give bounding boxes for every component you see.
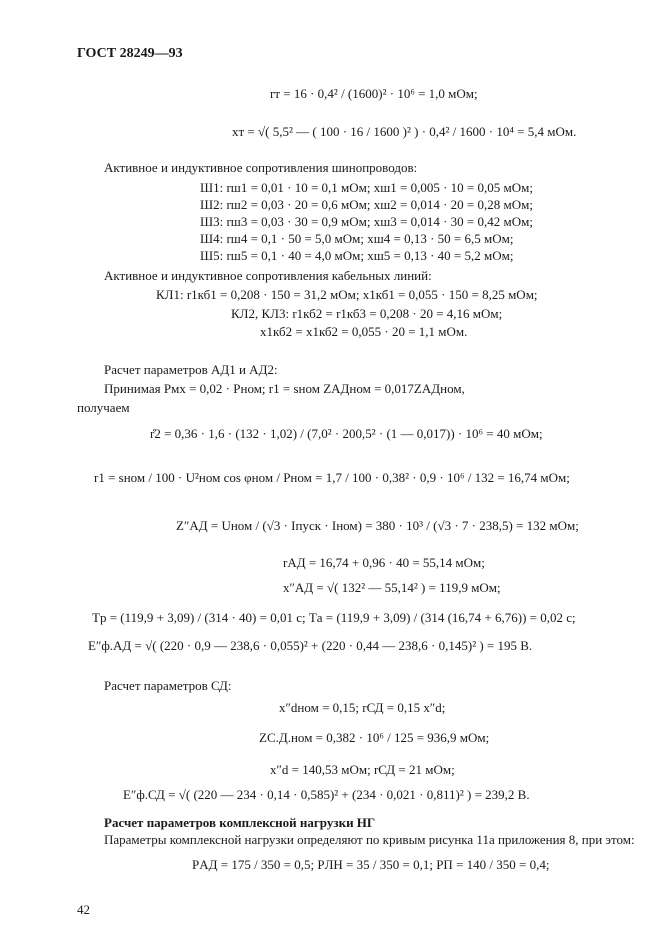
cable-heading: Активное и индуктивное сопротивления кабельных линий: — [104, 268, 432, 283]
ad-equation: rАД = 16,74 + 0,96 · 40 = 55,14 мОм; — [283, 555, 485, 570]
busbar-line: Ш3: rш3 = 0,03 · 30 = 0,9 мОм; xш3 = 0,014 · 30 = 0,42 мОм; — [200, 214, 533, 229]
ad-get-text: получаем — [77, 400, 130, 415]
sd-equation: x″dном = 0,15; rСД = 0,15 x″d; — [279, 700, 446, 715]
sd-equation: ZС.Д.ном = 0,382 · 10⁶ / 125 = 936,9 мОм; — [259, 730, 490, 745]
busbar-line: Ш5: rш5 = 0,1 · 40 = 4,0 мОм; xш5 = 0,13 · 40 = 5,2 мОм; — [200, 248, 514, 263]
busbar-line: Ш4: rш4 = 0,1 · 50 = 5,0 мОм; xш4 = 0,13 · 50 = 6,5 мОм; — [200, 231, 514, 246]
sd-equation: E″ф.СД = √( (220 — 234 · 0,14 · 0,585)² + (234 · 0,021 · 0,811)² ) = 239,2 В. — [123, 787, 530, 802]
ad-equation: r̊2 = 0,36 · 1,6 · (132 · 1,02) / (7,0² · 200,5² · (1 — 0,017)) · 10⁶ = 40 мОм; — [150, 426, 543, 441]
ad-equation: E″ф.АД = √( (220 · 0,9 — 238,6 · 0,055)² + (220 · 0,44 — 238,6 · 0,145)² ) = 195 В. — [88, 638, 533, 653]
cable-line: КЛ2, КЛ3: r1кб2 = r1кб3 = 0,208 · 20 = 4,16 мОм; — [231, 306, 503, 321]
load-heading: Расчет параметров комплексной нагрузки НГ — [104, 815, 376, 830]
busbar-heading: Активное и индуктивное сопротивления шинопроводов: — [104, 160, 418, 175]
load-equation: PАД = 175 / 350 = 0,5; PЛН = 35 / 350 = 0,1; PП = 140 / 350 = 0,4; — [192, 857, 550, 872]
document-header: ГОСТ 28249—93 — [77, 46, 183, 61]
busbar-line: Ш2: rш2 = 0,03 · 20 = 0,6 мОм; xш2 = 0,014 · 20 = 0,28 мОм; — [200, 197, 533, 212]
equation-xt: xт = √( 5,5² — ( 100 · 16 / 1600 )² ) · 0,4² / 1600 · 10⁴ = 5,4 мОм. — [232, 124, 577, 139]
sd-equation: x″d = 140,53 мОм; rСД = 21 мОм; — [270, 762, 455, 777]
ad-equation: x″АД = √( 132² — 55,14² ) = 119,9 мОм; — [283, 580, 501, 595]
ad-heading: Расчет параметров АД1 и АД2: — [104, 362, 278, 377]
busbar-line: Ш1: rш1 = 0,01 · 10 = 0,1 мОм; xш1 = 0,005 · 10 = 0,05 мОм; — [200, 180, 533, 195]
ad-equation: Tр = (119,9 + 3,09) / (314 · 40) = 0,01 с; Tа = (119,9 + 3,09) / (314 (16,74 + 6,76)) = 0,02 с; — [92, 610, 576, 625]
equation-rt: rт = 16 · 0,4² / (1600)² · 10⁶ = 1,0 мОм; — [270, 86, 478, 101]
cable-line: x1кб2 = x1кб2 = 0,055 · 20 = 1,1 мОм. — [260, 324, 468, 339]
ad-equation: r1 = sном / 100 · U²ном cos φном / Pном = 1,7 / 100 · 0,38² · 0,9 · 10⁶ / 132 = 16,74 мОм; — [94, 470, 570, 485]
ad-equation: Z″АД = Uном / (√3 · Iпуск · Iном) = 380 · 10³ / (√3 · 7 · 238,5) = 132 мОм; — [176, 518, 579, 533]
sd-heading: Расчет параметров СД: — [104, 678, 232, 693]
cable-line: КЛ1: r1кб1 = 0,208 · 150 = 31,2 мОм; x1кб1 = 0,055 · 150 = 8,25 мОм; — [156, 287, 538, 302]
page-number: 42 — [77, 902, 90, 917]
load-text: Параметры комплексной нагрузки определяют по кривым рисунка 11а приложения 8, при этом: — [104, 832, 635, 847]
ad-accept-text: Принимая Pмх = 0,02 · Pном; r1 = sном ZАДном = 0,017ZАДном, — [104, 381, 465, 396]
